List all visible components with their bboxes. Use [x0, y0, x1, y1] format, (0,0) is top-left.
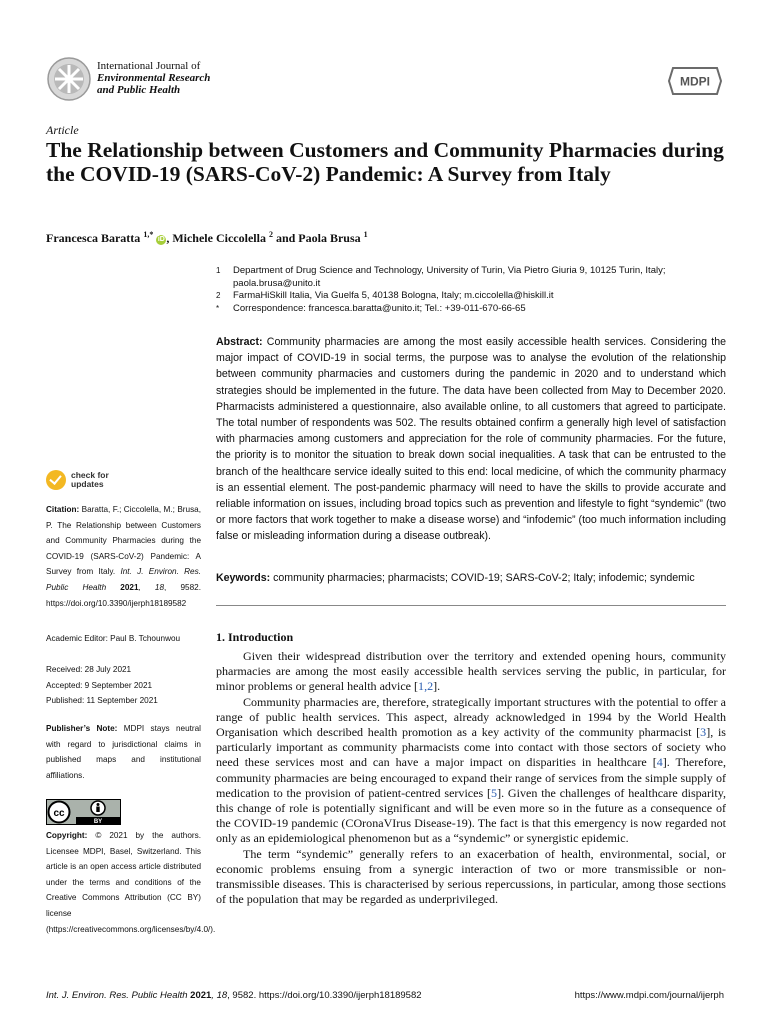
affiliation-text: Department of Drug Science and Technology, University of Turin, Via Pietro Giuria 9, 10125 Turin, Italy; paola.brusa@unito.it	[233, 265, 666, 289]
journal-logo	[46, 56, 92, 102]
orcid-icon[interactable]: iD	[157, 236, 165, 243]
citation-link[interactable]: 4	[656, 755, 663, 770]
citation-doi[interactable]: , 9582. https://doi.org/10.3390/ijerph18189582	[46, 582, 201, 608]
author-3-sup: 1	[363, 230, 368, 239]
svg-text:BY: BY	[93, 819, 103, 825]
affiliation-mark: 2	[216, 291, 221, 300]
author-1-sup: 1,*	[143, 230, 154, 239]
author-1[interactable]: Francesca Baratta	[46, 231, 141, 245]
author-2[interactable]: , Michele Ciccolella	[166, 231, 266, 245]
mdpi-logo-text: MDPI	[680, 74, 710, 89]
citation-link[interactable]: 1,2	[418, 679, 434, 694]
received-date: Received: 28 July 2021	[46, 665, 132, 674]
footer-doi[interactable]: , 9582. https://doi.org/10.3390/ijerph18189582	[227, 990, 422, 1001]
paragraph-text: ]. Therefore, community pharmacies are being encouraged to expand their range of services from the simple supply of medication to the provision of patient-centred services [	[216, 755, 726, 800]
keywords-label: Keywords:	[216, 572, 271, 584]
author-2-sup: 2	[268, 230, 273, 239]
journal-line-3: and Public Health	[97, 84, 181, 96]
published-date: Published: 11 September 2021	[46, 696, 158, 706]
check-updates-line-2: updates	[71, 479, 104, 489]
paragraph-text: Given their widespread distribution over the territory and extended opening hours, community pharmacies are among the most easily accessible health services serving the public, in particular, for minor problems or general health advice [	[216, 649, 726, 694]
paragraph	[216, 695, 726, 847]
footer-volume: , 18	[211, 990, 228, 1001]
copyright-notice	[46, 828, 216, 937]
accepted-date: Accepted: 9 September 2021	[46, 680, 153, 690]
citation-block	[46, 502, 201, 611]
svg-text:cc: cc	[53, 808, 65, 819]
publisher-note-text: MDPI stays neutral with regard to jurisdictional claims in published maps and institutional affiliations.	[46, 724, 201, 780]
section-heading-introduction: 1. Introduction	[216, 630, 294, 644]
footer-year: 2021	[187, 990, 212, 1001]
keywords	[216, 570, 726, 586]
copyright-label: Copyright:	[46, 831, 88, 840]
footer-citation	[46, 990, 422, 1001]
journal-line-1: International Journal of	[97, 60, 201, 72]
affiliation-item	[216, 290, 726, 303]
copyright-text: © 2021 by the authors. Licensee MDPI, Basel, Switzerland. This article is an open access article distributed under the terms and conditions of the Creative Commons Attribution (CC BY) license (https://creativecommons.org/licenses/by/4.0/).	[46, 831, 216, 934]
citation-year: 2021	[106, 582, 139, 592]
paragraph: The term “syndemic” generally refers to an exacerbation of health, environmental, social, or economic problems ensuing from a synergic interaction of two or more transmissible or non-transmissible diseases. This is characterised by serious repercussions, in particular, among those sections of the population that may be regarded as underprivileged.	[216, 846, 726, 907]
publisher-note	[46, 721, 201, 783]
citation-link[interactable]: 5	[491, 785, 498, 800]
paragraph-text: ].	[433, 679, 441, 694]
citation-journal: Int. J. Environ. Res. Public Health	[46, 567, 201, 592]
author-3[interactable]: and Paola Brusa	[272, 231, 361, 245]
citation-volume: , 18	[138, 582, 165, 592]
affiliation-item	[216, 303, 726, 316]
affiliation-text: FarmaHiSkill Italia, Via Guelfa 5, 40138 Bologna, Italy; m.ciccolella@hiskill.it	[233, 290, 554, 301]
publisher-note-label: Publisher’s Note:	[46, 724, 118, 733]
affiliation-mark: 1	[216, 266, 221, 275]
article-type: Article	[46, 123, 79, 137]
abstract	[216, 334, 726, 545]
footer-journal-url[interactable]: https://www.mdpi.com/journal/ijerph	[574, 990, 724, 1001]
section-divider	[216, 605, 726, 606]
affiliations	[216, 265, 726, 315]
check-updates-line-1: check for	[71, 470, 109, 480]
citation-link[interactable]: 3	[700, 725, 707, 740]
publication-dates	[46, 662, 201, 709]
abstract-text: Community pharmacies are among the most easily accessible health services. Considering the major impact of COVID-19 in social terms, the purpose was to analyse the evolution of the relationship between community pharmacies and customers during the pandemic in 2020 and to understand which strategies should be implemented in the future. The data have been collected from May to December 2020. Pharmacists administered a questionnaire, also available online, to all customers that agreed to participate. The total number of respondents was 502. The results obtained confirm a generally high level of satisfaction with pharmacies among customers and appreciation for the role of community pharmacies. For the future, the priority is to monitor the situation to break down social inequalities. A task that can be entrusted to the branch of the healthcare service ideally suited to this end: local medicine, of which the community pharmacy is an essential element. The post-pandemic pharmacy will need to have the skills to provide accurate and reliable information on issues, including broad topics such as prevention and lifestyle to fight “syndemic” (two or more factors that work together to make a disease worse) and “infodemic” (too much information including false or misleading information during a disease outbreak).	[216, 336, 726, 543]
paragraph-text: ]. Given the challenges of healthcare disparity, this change of role is potentially significant and will be even more so in the future as a consequence of the COVID-19 pandemic (COronaVIrus Disease-19). The fact is that this emergency is now regarded not only as an epidemiological phenomenon but as a “syndemic” or synergistic epidemic.	[216, 785, 726, 846]
citation-text: Baratta, F.; Ciccolella, M.; Brusa, P. The Relationship between Customers and Community Pharmacies during the COVID-19 (SARS-CoV-2) Pandemic: A Survey from Italy.	[46, 505, 201, 577]
article-title: The Relationship between Customers and Community Pharmacies during the COVID-19 (SARS-CoV-2) Pandemic: A Survey from Italy	[46, 138, 724, 186]
cc-by-license-icon[interactable]	[46, 799, 121, 825]
citation-label: Citation:	[46, 505, 80, 514]
academic-editor: Academic Editor: Paul B. Tchounwou	[46, 634, 181, 643]
footer-journal: Int. J. Environ. Res. Public Health	[46, 990, 188, 1001]
mdpi-logo	[667, 66, 723, 96]
paragraph	[216, 649, 726, 695]
keywords-text: community pharmacies; pharmacists; COVID-19; SARS-CoV-2; Italy; infodemic; syndemic	[270, 572, 695, 584]
body-text	[216, 649, 726, 907]
paragraph-text: ], is particularly important as community pharmacists come into contact with those sectors of society who need these services most and can have a major impact on disparities in healthcare [	[216, 725, 726, 770]
journal-name	[97, 60, 210, 96]
check-for-updates-button[interactable]	[46, 470, 109, 490]
paragraph-text: Community pharmacies are, therefore, strategically important structures with the potential to offer a range of public health services. This aspect, already acknowledged in 1994 by the World Health Organisation which described health promotion as a key activity of the community pharmacist [	[216, 694, 726, 740]
abstract-label: Abstract:	[216, 336, 263, 348]
affiliation-mark: *	[216, 303, 220, 313]
check-updates-icon	[46, 470, 66, 490]
affiliation-item	[216, 265, 726, 290]
author-list	[46, 230, 368, 246]
journal-line-2: Environmental Research	[97, 72, 211, 84]
correspondence-text: Correspondence: francesca.baratta@unito.it; Tel.: +39-011-670-66-65	[233, 302, 526, 314]
